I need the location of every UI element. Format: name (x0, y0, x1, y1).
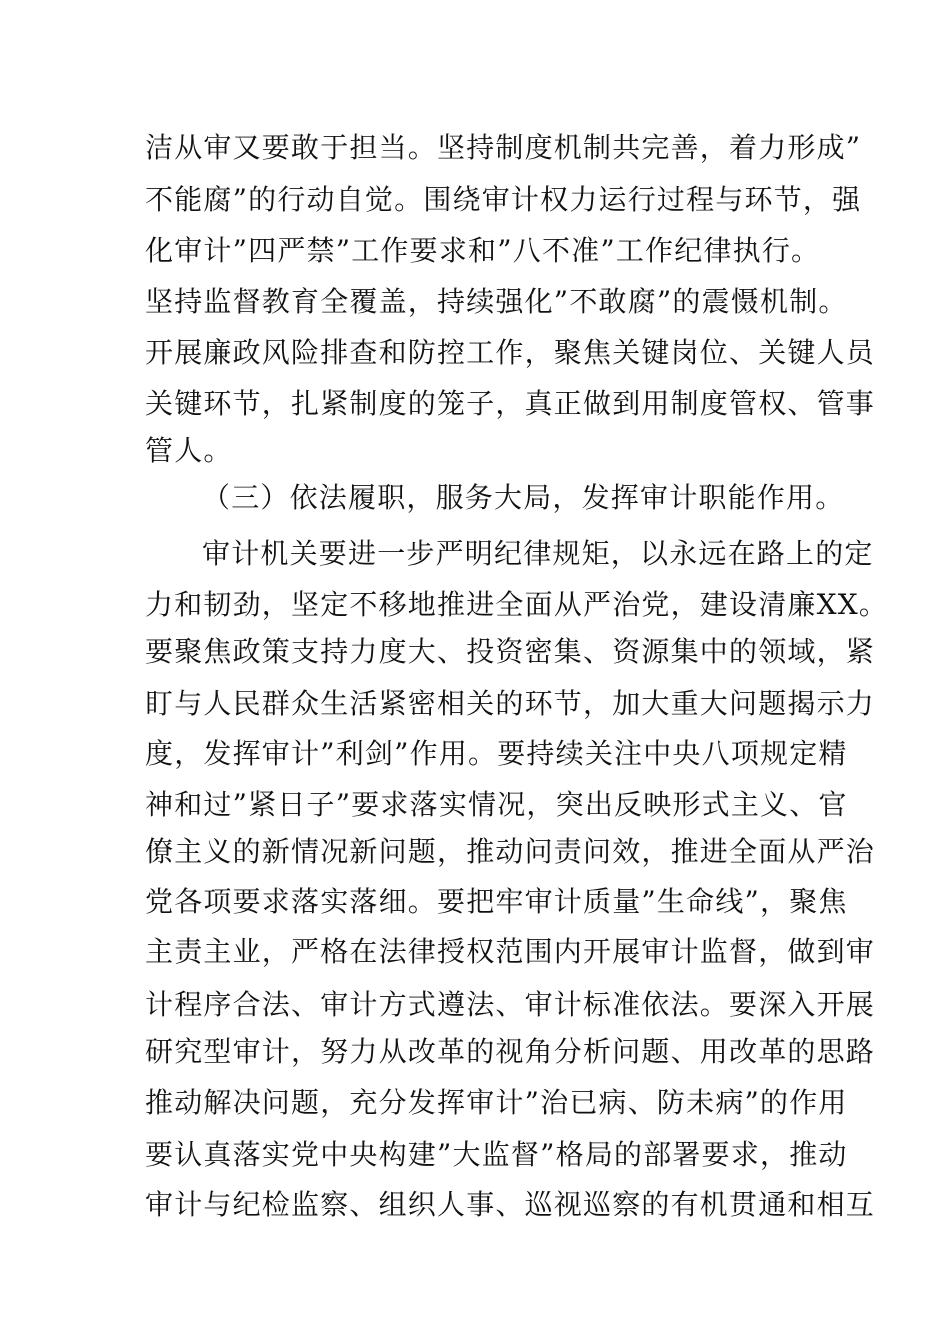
text-line: 洁从审又要敢于担当。坚持制度机制共完善，着力形成” (145, 131, 862, 164)
text-line: 僚主义的新情况新问题，推动问责问效，推进全面从严治 (145, 835, 876, 868)
text-line: 要聚焦政策支持力度大、投资密集、资源集中的领域，紧 (145, 635, 876, 668)
text-line: 力和韧劲，坚定不移地推进全面从严治党，建设清廉XX。 (145, 588, 889, 621)
text-line: 度，发挥审计”利剑”作用。要持续关注中央八项规定精 (145, 737, 848, 770)
text-line: 主责主业，严格在法律授权范围内开展审计监督，做到审 (145, 935, 876, 968)
text-line: 化审计”四严禁”工作要求和”八不准”工作纪律执行。 (145, 234, 821, 267)
text-line: 计程序合法、审计方式遵法、审计标准依法。要深入开展 (145, 988, 876, 1021)
section-heading: （三）依法履职，服务大局，发挥审计职能作用。 (202, 481, 845, 514)
text-line: 不能腐”的行动自觉。围绕审计权力运行过程与环节，强 (145, 183, 862, 216)
text-line: 审计与纪检监察、组织人事、巡视巡察的有机贯通和相互 (145, 1188, 876, 1221)
text-line: 坚持监督教育全覆盖，持续强化”不敢腐”的震慑机制。 (145, 285, 848, 318)
text-line: 关键环节，扎紧制度的笼子，真正做到用制度管权、管事 (145, 387, 876, 420)
text-line: 管人。 (145, 434, 233, 467)
text-line: 推动解决问题，充分发挥审计”治已病、防未病”的作用 (145, 1086, 848, 1119)
text-line: 审计机关要进一步严明纪律规矩，以永远在路上的定 (202, 537, 874, 570)
text-line: 开展廉政风险排查和防控工作，聚焦关键岗位、关键人员 (145, 336, 876, 369)
text-line: 党各项要求落实落细。要把牢审计质量”生命线”，聚焦 (145, 885, 848, 918)
text-line: 要认真落实党中央构建”大监督”格局的部署要求，推动 (145, 1138, 848, 1171)
text-line: 神和过”紧日子”要求落实情况，突出反映形式主义、官 (145, 788, 848, 821)
text-line: 研究型审计，努力从改革的视角分析问题、用改革的思路 (145, 1035, 876, 1068)
text-line: 盯与人民群众生活紧密相关的环节，加大重大问题揭示力 (145, 687, 876, 720)
